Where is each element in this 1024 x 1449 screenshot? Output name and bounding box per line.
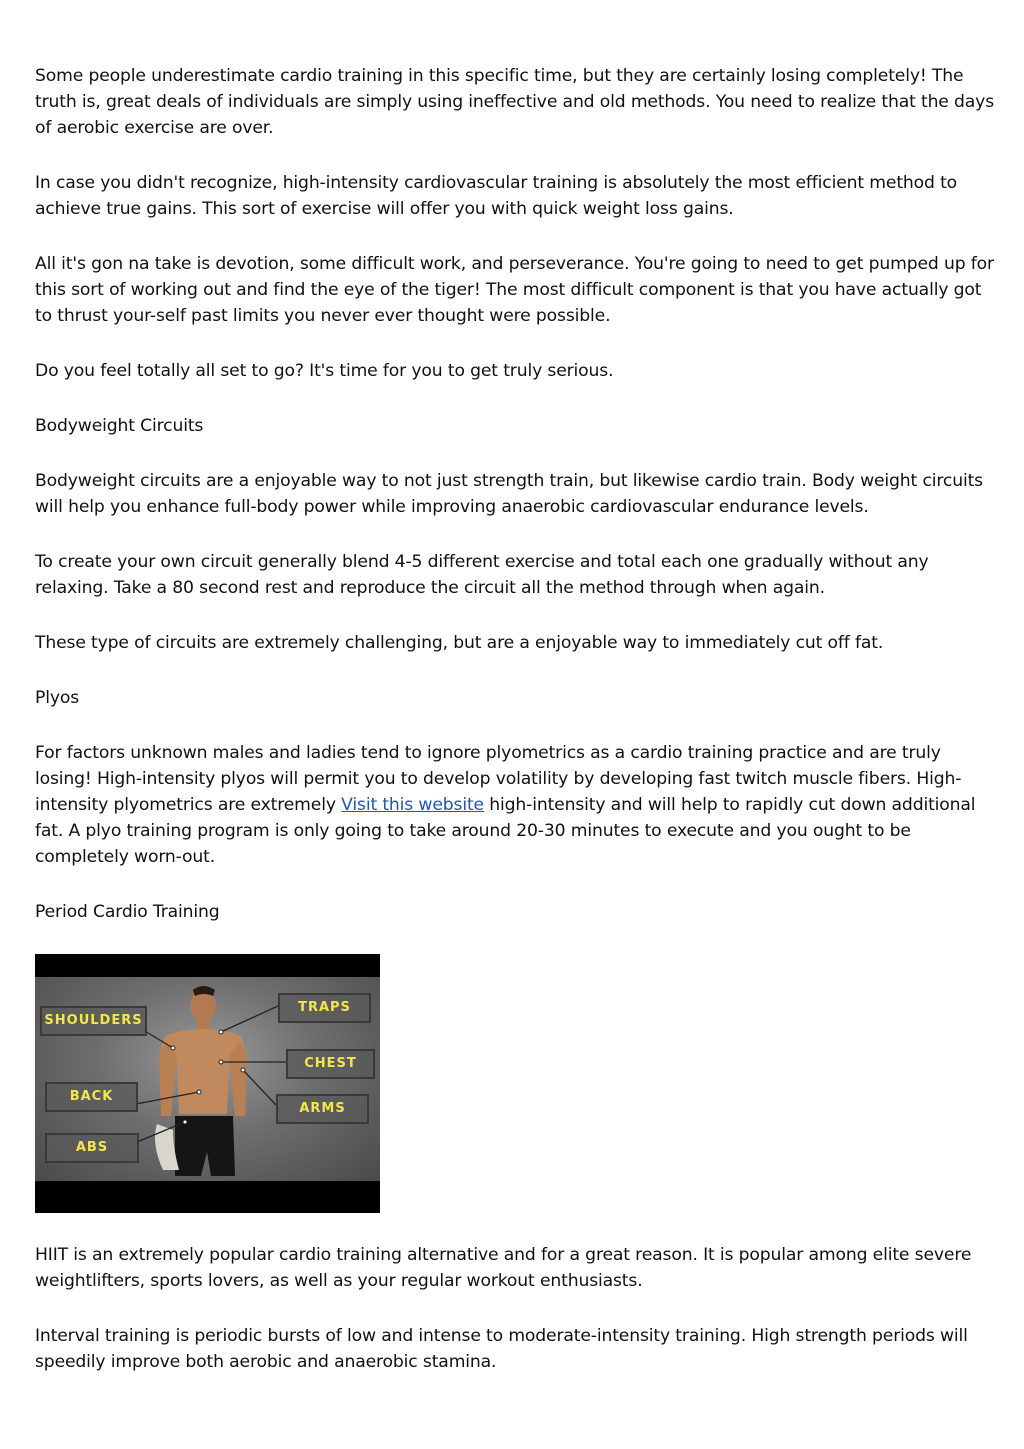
paragraph-plyos-text-1: For factors unknown males and ladies tend to ignore plyometrics as a cardio training practice and are truly losing! High-intensity plyos will permit you to develop volatility by developing fast twitch muscle fibers. High-intensity plyometrics are extremely — [35, 743, 962, 815]
paragraph-create-circuit: To create your own circuit generally blend 4-5 different exercise and total each one gradually without any relaxing. Take a 80 second rest and reproduce the circuit all the method through when again. — [35, 552, 929, 598]
heading-period-cardio: Period Cardio Training — [35, 902, 220, 922]
label-chest: CHEST — [286, 1049, 375, 1079]
paragraph-devotion: All it's gon na take is devotion, some difficult work, and perseverance. You're going to need to get pumped up for this sort of working out and find the eye of the tiger! The most difficult component is that you have actually got to thrust your-self past limits you never ever thought were possible. — [35, 254, 994, 326]
heading-bodyweight-circuits: Bodyweight Circuits — [35, 416, 204, 436]
visit-website-link[interactable]: Visit this website — [341, 795, 484, 815]
label-back: BACK — [45, 1082, 138, 1112]
label-traps: TRAPS — [278, 993, 371, 1023]
muscle-groups-image — [35, 954, 380, 1213]
heading-plyos: Plyos — [35, 688, 80, 708]
paragraph-plyos-text-2: high-intensity and will help to rapidly cut down additional fat. A plyo training program is only going to take around 20-30 minutes to execute and you ought to be completely worn-out. — [35, 795, 976, 867]
paragraph-high-intensity: In case you didn't recognize, high-intensity cardiovascular training is absolutely the most efficient method to achieve true gains. This sort of exercise will offer you with quick weight loss gains. — [35, 173, 958, 219]
paragraph-interval: Interval training is periodic bursts of low and intense to moderate-intensity training. High strength periods will speedily improve both aerobic and anaerobic stamina. — [35, 1326, 968, 1372]
paragraph-hiit: HIIT is an extremely popular cardio training alternative and for a great reason. It is popular among elite severe weightlifters, sports lovers, as well as your regular workout enthusiasts. — [35, 1245, 972, 1291]
man-figure — [155, 986, 247, 1176]
label-arms: ARMS — [276, 1094, 369, 1124]
paragraph-intro: Some people underestimate cardio training in this specific time, but they are certainly losing completely! The truth is, great deals of individuals are simply using ineffective and old methods. You need to realize that the days of aerobic exercise are over. — [35, 66, 995, 138]
paragraph-ready: Do you feel totally all set to go? It's time for you to get truly serious. — [35, 361, 614, 381]
paragraph-circuits-challenging: These type of circuits are extremely challenging, but are a enjoyable way to immediately cut off fat. — [35, 633, 884, 653]
paragraph-plyos — [35, 740, 995, 870]
label-shoulders: SHOULDERS — [40, 1006, 147, 1036]
article-body — [35, 63, 995, 1404]
paragraph-bodyweight: Bodyweight circuits are a enjoyable way to not just strength train, but likewise cardio train. Body weight circuits will help you enhance full-body power while improving anaerobic cardiovascular endurance levels. — [35, 471, 983, 517]
label-abs: ABS — [45, 1133, 139, 1163]
